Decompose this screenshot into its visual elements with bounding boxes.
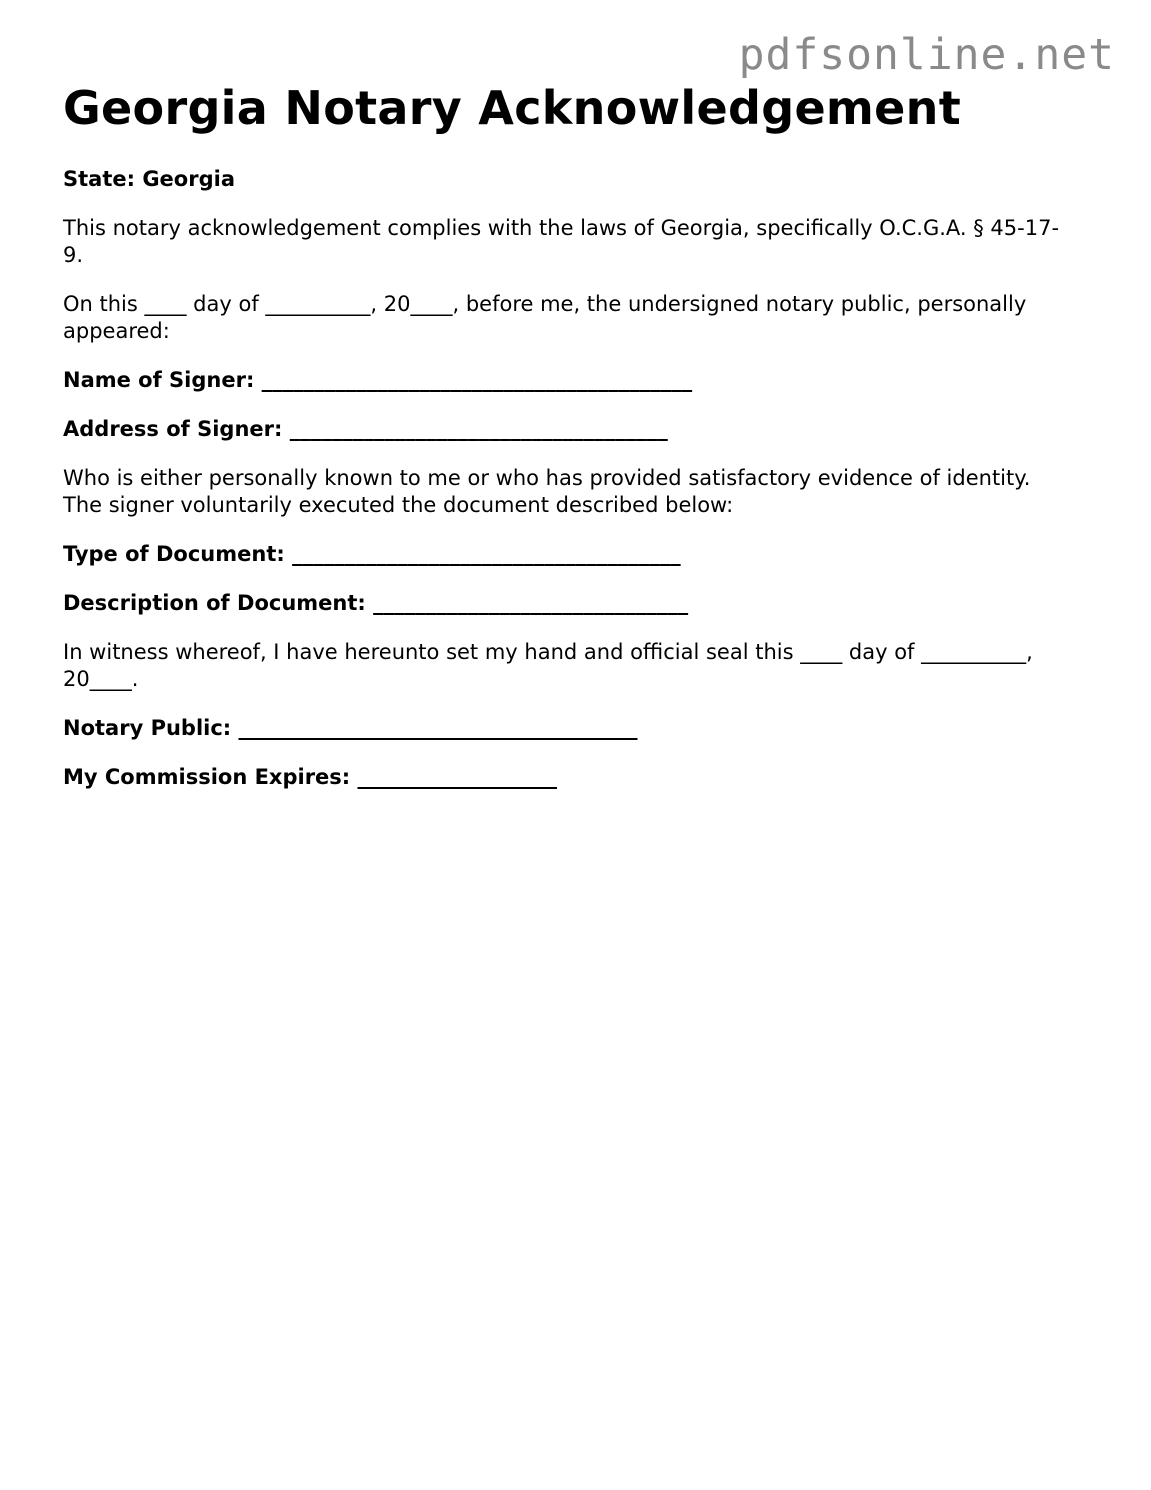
name-of-signer-blank[interactable]: _________________________________________ <box>261 368 693 392</box>
notary-public-label: Notary Public: <box>63 716 232 740</box>
notary-public-field <box>63 715 1073 742</box>
witness-paragraph: In witness whereof, I have hereunto set my hand and official seal this ____ day of __________, 20____. <box>63 640 1033 691</box>
appearance-paragraph: On this ____ day of __________, 20____, before me, the undersigned notary public, personally appeared: <box>63 292 1027 343</box>
address-of-signer-blank[interactable]: ____________________________________ <box>289 417 668 441</box>
type-of-document-field <box>63 541 1073 568</box>
notary-public-blank[interactable]: ______________________________________ <box>238 716 638 740</box>
description-of-document-label: Description of Document: <box>63 591 366 615</box>
type-of-document-label: Type of Document: <box>63 542 285 566</box>
commission-expires-blank[interactable]: ___________________ <box>357 765 558 789</box>
name-of-signer-label: Name of Signer: <box>63 368 255 392</box>
page-title: Georgia Notary Acknowledgement <box>63 81 962 135</box>
description-of-document-field <box>63 590 1073 617</box>
address-of-signer-field <box>63 416 1073 443</box>
watermark: pdfsonline.net <box>738 30 1115 80</box>
state-line: State: Georgia <box>63 167 235 191</box>
document-body <box>63 80 1073 813</box>
compliance-paragraph: This notary acknowledgement complies with the laws of Georgia, specifically O.C.G.A. § 45-17-9. <box>63 216 1060 267</box>
name-of-signer-field <box>63 367 1073 394</box>
identity-paragraph: Who is either personally known to me or who has provided satisfactory evidence of identity. The signer voluntarily executed the document described below: <box>63 466 1031 517</box>
description-of-document-blank[interactable]: ______________________________ <box>373 591 689 615</box>
commission-expires-field <box>63 764 1073 791</box>
type-of-document-blank[interactable]: _____________________________________ <box>292 542 681 566</box>
commission-expires-label: My Commission Expires: <box>63 765 351 789</box>
address-of-signer-label: Address of Signer: <box>63 417 283 441</box>
